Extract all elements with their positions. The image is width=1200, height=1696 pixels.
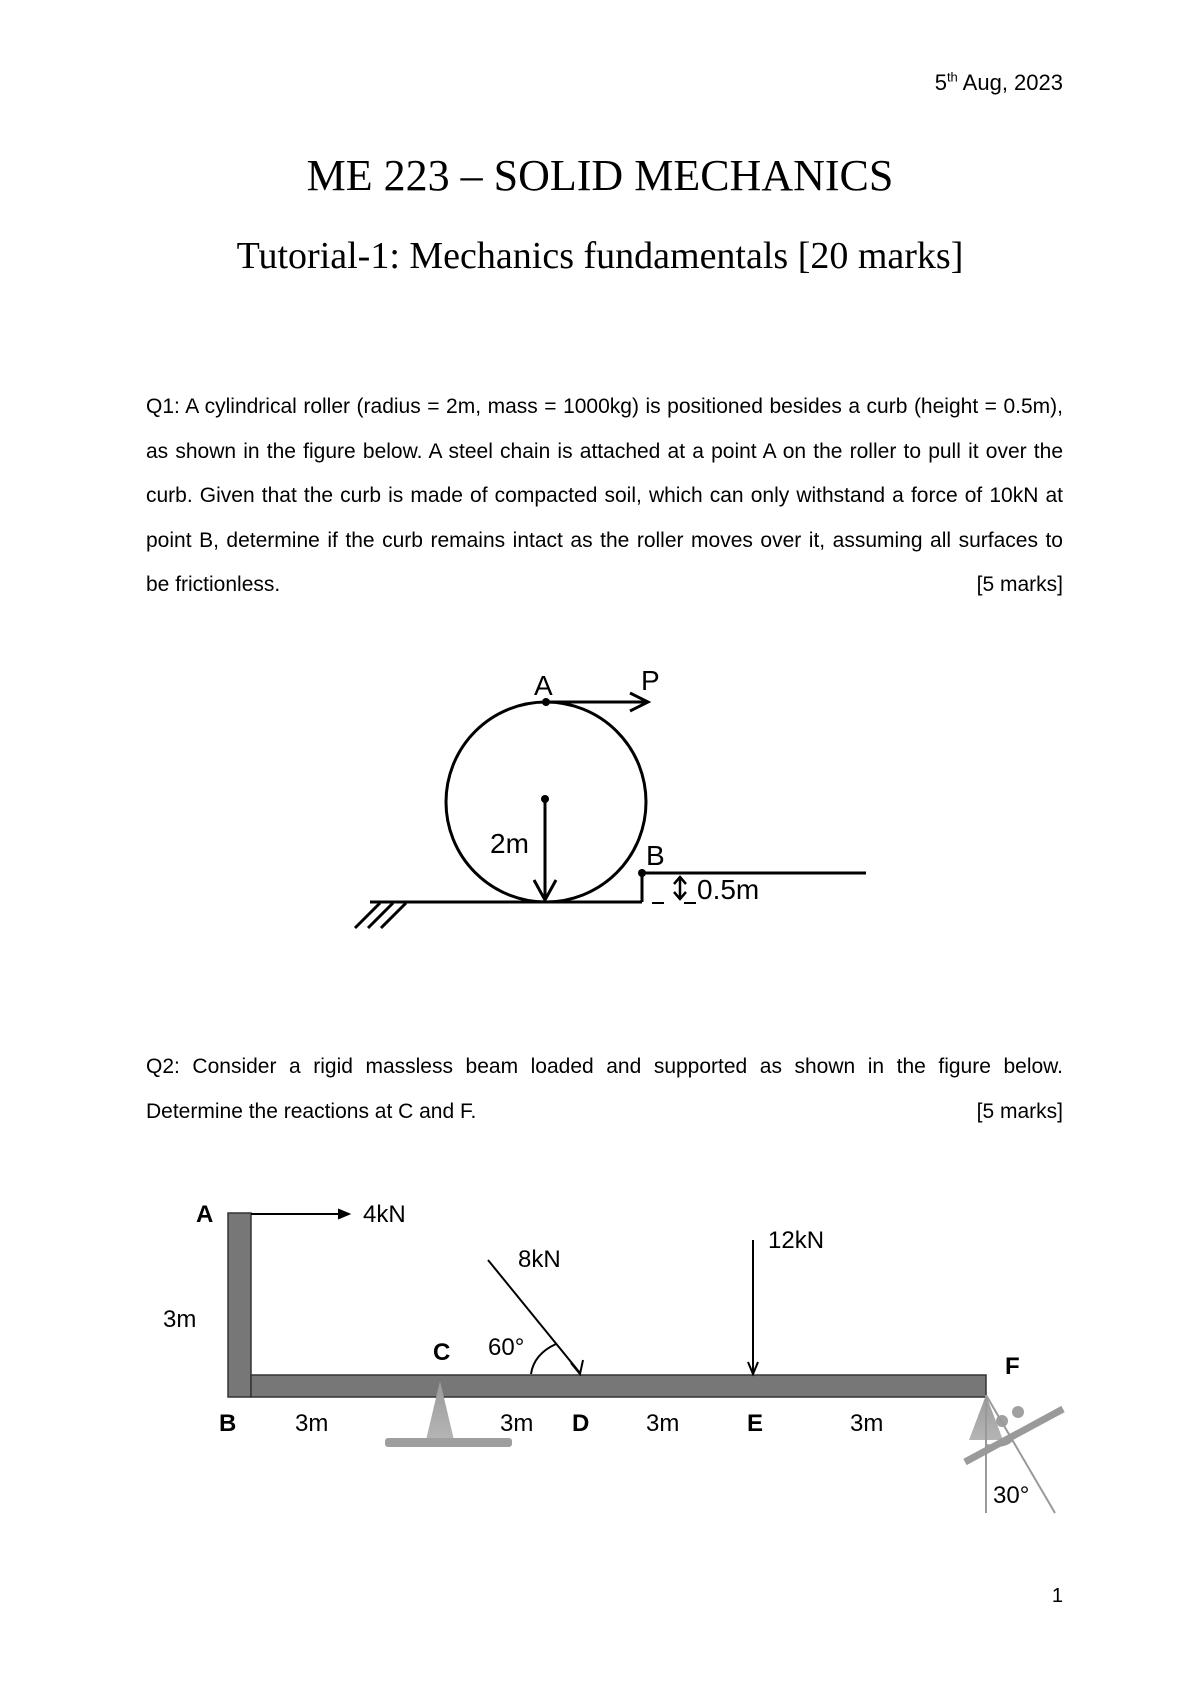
label-point-d: D <box>572 1410 590 1437</box>
tutorial-title: Tutorial-1: Mechanics fundamentals [20 marks] <box>236 235 964 277</box>
pin-support-base <box>385 1438 512 1447</box>
label-span-de: 3m <box>646 1410 680 1437</box>
label-span-ef: 3m <box>850 1410 884 1437</box>
date-suffix: th <box>946 69 958 85</box>
label-point-b: B <box>646 840 665 871</box>
question-1-marks: [5 marks] <box>976 573 1063 596</box>
member-ab <box>228 1213 251 1397</box>
question-1-text: A cylindrical roller (radius = 2m, mass = 1000kg) is positioned besides a curb (height = 0.5m), as shown in the figure below. A steel chain is attached at a point A on the roller to pull it over the curb. Given that the curb is made of compacted soil, which can only withstand a force of 10kN at point B, determine if the curb remains intact as the roller moves over it, assuming all surfaces to be frictionless. <box>146 395 1063 596</box>
roller-wheel-2 <box>1012 1406 1024 1418</box>
question-2-text: Consider a rigid massless beam loaded and supported as shown in the figure below. Determine the reactions at C and F. <box>146 1055 1064 1123</box>
course-title: ME 223 – SOLID MECHANICS <box>306 151 894 200</box>
label-force-8kn: 8kN <box>518 1246 561 1273</box>
force-4kn-arrowhead <box>338 1209 350 1219</box>
label-point-a: A <box>196 1201 214 1228</box>
label-force-12kn: 12kN <box>768 1227 825 1254</box>
label-force-4kn: 4kN <box>363 1201 406 1228</box>
label-point-a: A <box>534 670 553 701</box>
label-force-p: P <box>641 665 660 696</box>
question-2-label: Q2: <box>146 1055 180 1078</box>
label-point-f: F <box>1005 1353 1020 1380</box>
label-angle-60: 60° <box>488 1334 525 1361</box>
label-span-bc: 3m <box>295 1410 329 1437</box>
question-2-marks: [5 marks] <box>976 1099 1063 1123</box>
label-point-b: B <box>219 1410 237 1437</box>
label-point-c: C <box>433 1339 451 1366</box>
page-number: 1 <box>1051 1585 1063 1607</box>
label-span-cd: 3m <box>500 1410 534 1437</box>
force-8kn-arrowhead <box>571 1360 583 1374</box>
beam-bf <box>251 1375 986 1397</box>
question-1-label: Q1: <box>146 395 180 418</box>
angle-60-arc <box>531 1344 556 1374</box>
label-angle-30: 30° <box>993 1482 1030 1509</box>
date-month-year: Aug, 2023 <box>957 70 1063 95</box>
label-height-ab: 3m <box>163 1306 197 1333</box>
date-day: 5 <box>934 70 947 95</box>
label-curb-height: 0.5m <box>697 874 760 905</box>
label-radius: 2m <box>490 828 529 859</box>
label-point-e: E <box>747 1410 764 1437</box>
